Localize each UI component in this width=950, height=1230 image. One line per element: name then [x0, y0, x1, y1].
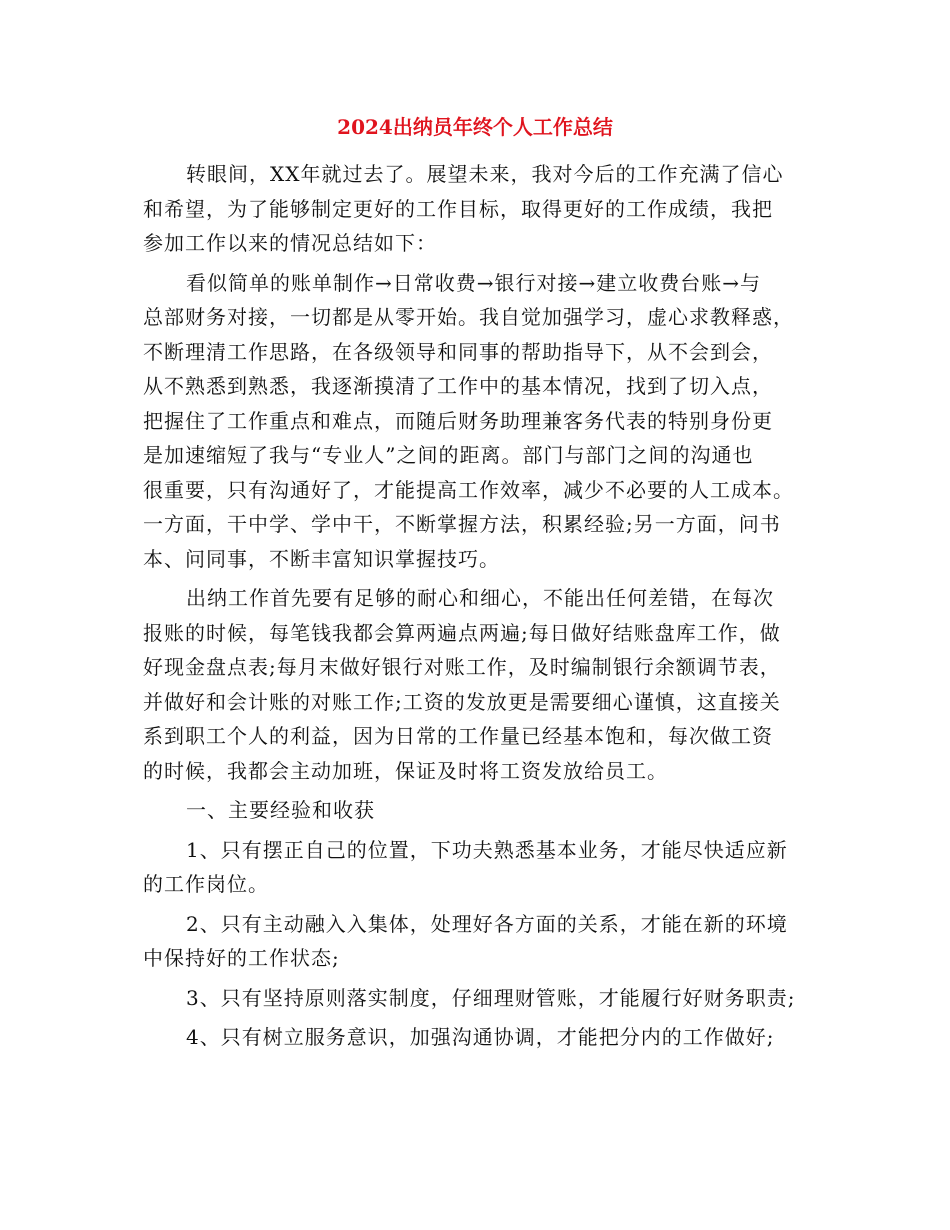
document-title: 2024出纳员年终个人工作总结 — [337, 115, 613, 139]
document-body — [143, 157, 808, 1055]
paragraph-line: 是加速缩短了我与“专业人”之间的距离。部门与部门之间的沟通也 — [143, 443, 754, 467]
list-item-line: 3、只有坚持原则落实制度，仔细理财管账，才能履行好财务职责; — [186, 985, 796, 1010]
paragraph-line: 和希望，为了能够制定更好的工作目标，取得更好的工作成绩，我把 — [143, 196, 773, 221]
paragraph-line: 从不熟悉到熟悉，我逐渐摸清了工作中的基本情况，找到了切入点， — [143, 374, 773, 398]
list-item-line: 的工作岗位。 — [143, 872, 269, 896]
paragraph-line: 本、问同事，不断丰富知识掌握技巧。 — [143, 546, 500, 571]
paragraph-line: 参加工作以来的情况总结如下： — [143, 231, 437, 255]
paragraph-line: 总部财务对接，一切都是从零开始。我自觉加强学习，虚心求教释惑， — [143, 305, 794, 329]
paragraph-line: 很重要，只有沟通好了，才能提高工作效率，减少不必要的人工成本。 — [143, 477, 794, 502]
list-item-line: 中保持好的工作状态; — [143, 946, 340, 970]
section-heading: 一、主要经验和收获 — [186, 798, 375, 822]
paragraph-line: 系到职工个人的利益，因为日常的工作量已经基本饱和，每次做工资 — [143, 724, 773, 748]
paragraph-line: 并做好和会计账的对账工作;工资的发放更是需要细心谨慎，这直接关 — [143, 689, 781, 714]
paragraph-line: 的时候，我都会主动加班，保证及时将工资发放给员工。 — [143, 758, 668, 783]
paragraph-line: 转眼间，XX年就过去了。展望未来，我对今后的工作充满了信心 — [186, 162, 784, 186]
paragraph-line: 好现金盘点表;每月末做好银行对账工作，及时编制银行余额调节表， — [143, 655, 781, 679]
paragraph-line: 看似简单的账单制作→日常收费→银行对接→建立收费台账→与 — [186, 270, 762, 295]
paragraph-line: 一方面，干中学、学中干，不断掌握方法，积累经验;另一方面，问书 — [143, 512, 781, 536]
paragraph-line: 不断理清工作思路，在各级领导和同事的帮助指导下，从不会到会， — [143, 339, 773, 364]
list-item-line: 4、只有树立服务意识，加强沟通协调，才能把分内的工作做好; — [186, 1025, 775, 1049]
paragraph-line: 出纳工作首先要有足够的耐心和细心，不能出任何差错，在每次 — [186, 586, 774, 610]
paragraph-line: 报账的时候，每笔钱我都会算两遍点两遍;每日做好结账盘库工作，做 — [143, 620, 781, 645]
paragraph-line: 把握住了工作重点和难点，而随后财务助理兼客务代表的特别身份更 — [143, 408, 773, 433]
list-item-line: 1、只有摆正自己的位置，下功夫熟悉基本业务，才能尽快适应新 — [186, 837, 788, 862]
list-item-line: 2、只有主动融入入集体，处理好各方面的关系，才能在新的环境 — [186, 911, 788, 936]
